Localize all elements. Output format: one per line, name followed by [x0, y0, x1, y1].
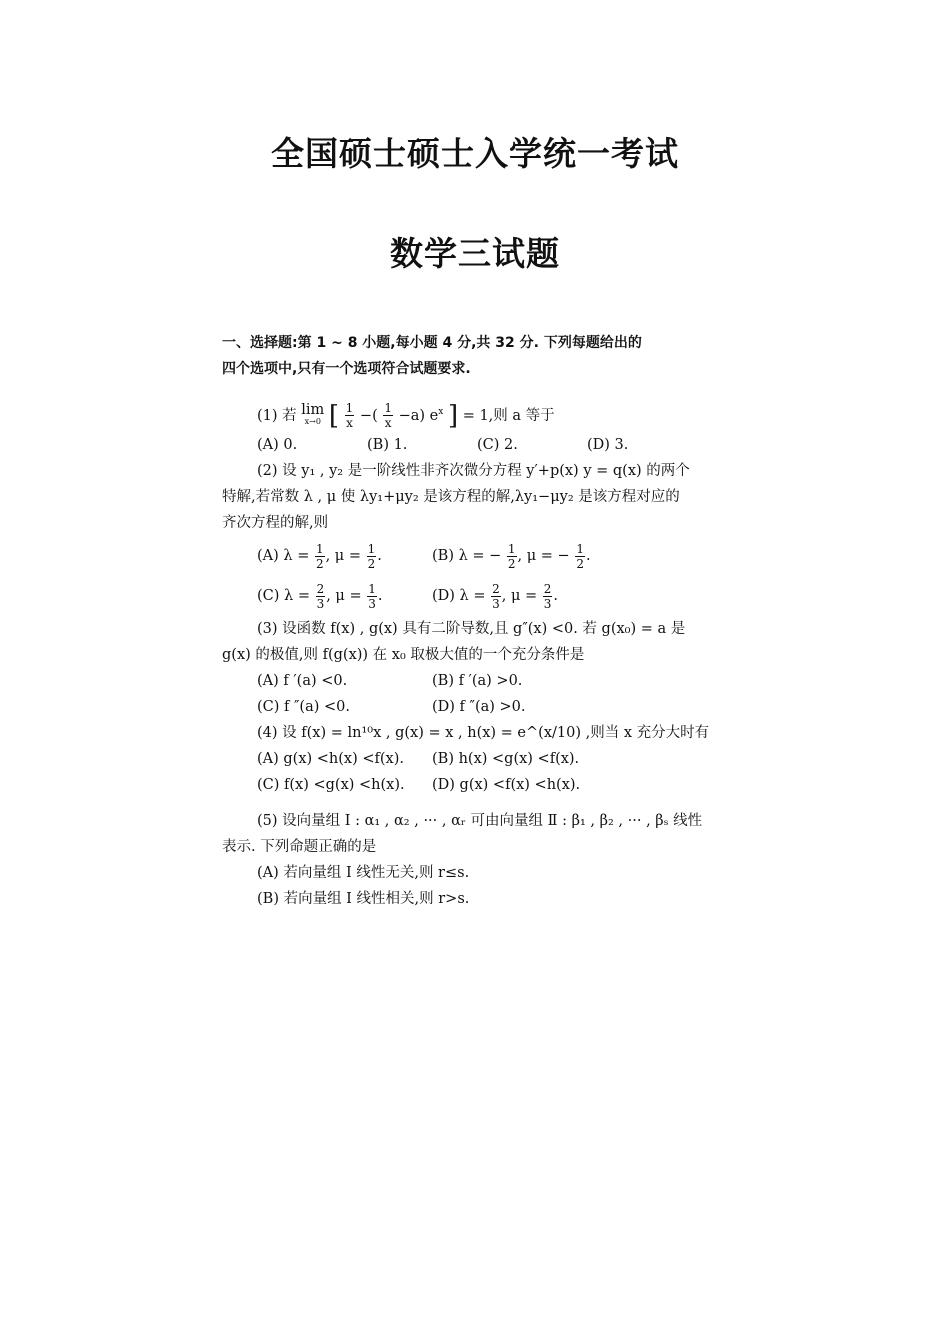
question-3-options-cd	[222, 694, 744, 720]
q2-option-c: (C) λ = $\frac{2}{3}$ , μ = $\frac{1}{3}$ .	[257, 581, 383, 611]
q1-option-d: (D) 3.	[587, 437, 629, 453]
q2-option-a: (A) λ = $\frac{1}{2}$ , μ = $\frac{1}{2}$ .	[257, 541, 382, 571]
question-2-line1: (2) 设 y₁ , y₂ 是一阶线性非齐次微分方程 y′+p(x) y = q(x) 的两个	[257, 463, 690, 479]
q3-option-b: (B) f ′(a) >0.	[432, 673, 523, 689]
question-2-line3: 齐次方程的解,则	[222, 515, 329, 531]
q2-option-b: (B) λ = − $\frac{1}{2}$ , μ = − $\frac{1}{2}$ .	[432, 541, 591, 571]
question-4-line1: (4) 设 f(x) = ln¹⁰x , g(x) = x , h(x) = e^(x/10) ,则当 x 充分大时有	[257, 725, 710, 741]
question-5-line2: 表示. 下列命题正确的是	[222, 839, 377, 855]
q4-option-d: (D) g(x) <f(x) <h(x).	[432, 777, 581, 793]
q4-option-c: (C) f(x) <g(x) <h(x).	[257, 777, 405, 793]
q1-option-c: (C) 2.	[477, 437, 518, 453]
q3-option-c: (C) f ″(a) <0.	[257, 699, 350, 715]
question-2-options-ab	[222, 536, 744, 576]
question-4-options-cd	[222, 772, 744, 798]
question-2-line2: 特解,若常数 λ , μ 使 λy₁+μy₂ 是该方程的解,λy₁−μy₂ 是该方程对应的	[222, 489, 680, 505]
exam-title: 全国硕士硕士入学统一考试	[271, 134, 679, 173]
q1-option-a: (A) 0.	[257, 437, 298, 453]
question-3-options-ab	[222, 668, 744, 694]
q4-option-b: (B) h(x) <g(x) <f(x).	[432, 751, 580, 767]
question-4-options-ab	[222, 746, 744, 772]
q4-option-a: (A) g(x) <h(x) <f(x).	[257, 751, 404, 767]
section-header-cont: 四个选项中,只有一个选项符合试题要求.	[222, 361, 471, 377]
question-3-line1: (3) 设函数 f(x) , g(x) 具有二阶导数,且 g″(x) <0. 若 g(x₀) = a 是	[257, 621, 686, 637]
question-3-line2: g(x) 的极值,则 f(g(x)) 在 x₀ 取极大值的一个充分条件是	[222, 647, 585, 663]
exam-subtitle: 数学三试题	[390, 234, 560, 273]
q1-option-b: (B) 1.	[367, 437, 408, 453]
question-2-options-cd	[222, 576, 744, 616]
question-1-options	[222, 432, 744, 458]
q3-option-d: (D) f ″(a) >0.	[432, 699, 526, 715]
q5-option-b: (B) 若向量组 Ⅰ 线性相关,则 r>s.	[257, 891, 470, 907]
question-body	[222, 330, 744, 912]
section-header: 一、选择题:第 1 ~ 8 小题,每小题 4 分,共 32 分. 下列每题给出的	[222, 335, 642, 351]
q2-option-d: (D) λ = $\frac{2}{3}$ , μ = $\frac{2}{3}$ .	[432, 581, 559, 611]
question-1-stem: (1) 若 lim x→0 [ $\frac{1}{x}$ −( $\frac{1}{x}$ −a) $e^x$ ] = 1,则 a 等于	[257, 400, 555, 431]
q3-option-a: (A) f ′(a) <0.	[257, 673, 348, 689]
q5-option-a: (A) 若向量组 Ⅰ 线性无关,则 r≤s.	[257, 865, 470, 881]
question-5-line1: (5) 设向量组 Ⅰ : α₁ , α₂ , ··· , αᵣ 可由向量组 Ⅱ : β₁ , β₂ , ··· , βₛ 线性	[257, 813, 703, 829]
